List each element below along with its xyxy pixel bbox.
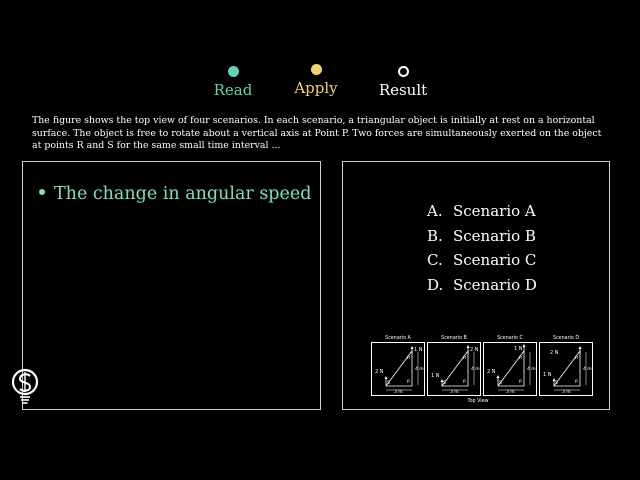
step-read xyxy=(193,66,273,99)
point-s-label: S xyxy=(443,381,446,386)
scenario-diagram xyxy=(540,343,592,395)
base-label: 3 m xyxy=(506,390,515,395)
bullet-dot-icon xyxy=(39,189,45,195)
choice-b[interactable] xyxy=(427,224,537,249)
point-r-label: R xyxy=(575,356,579,361)
step-result-label: Result xyxy=(378,81,428,99)
scenario-figure xyxy=(365,335,591,407)
scenario-d xyxy=(539,335,593,396)
choice-letter: D. xyxy=(427,275,444,294)
choice-text: Scenario A xyxy=(453,202,536,220)
scenario-diagram xyxy=(484,343,536,395)
choice-text: Scenario C xyxy=(453,251,537,269)
scenario-box xyxy=(427,342,481,396)
scenario-a xyxy=(371,335,425,396)
answer-choices xyxy=(427,199,537,297)
choice-letter: C. xyxy=(427,251,443,269)
step-result xyxy=(363,66,443,99)
choice-c[interactable] xyxy=(427,248,537,273)
progress-steps xyxy=(0,66,640,106)
step-read-label: Read xyxy=(213,81,253,99)
height-label: 4 m xyxy=(415,367,424,372)
scenario-box xyxy=(371,342,425,396)
point-r-label: R xyxy=(519,356,523,361)
force-r-label: 2 N xyxy=(550,350,559,356)
choice-text: Scenario B xyxy=(453,226,536,245)
answer-panel xyxy=(342,161,610,410)
choice-a[interactable] xyxy=(427,199,537,224)
height-label: 4 m xyxy=(471,367,480,372)
scenario-title: Scenario B xyxy=(441,336,467,341)
force-s-label: 2 N xyxy=(375,369,384,375)
step-apply xyxy=(276,64,356,97)
scenario-diagram xyxy=(428,343,480,395)
force-s-label: 1 N xyxy=(543,372,552,378)
base-label: 3 m xyxy=(394,390,403,395)
height-label: 4 m xyxy=(583,367,592,372)
choice-text: Scenario D xyxy=(453,275,537,294)
choice-letter: B. xyxy=(427,226,443,245)
force-r-label: 1 N xyxy=(414,347,423,353)
step-result-dot-icon xyxy=(398,66,409,77)
scenario-diagram xyxy=(372,343,424,395)
scenario-title: Scenario D xyxy=(552,336,580,341)
force-s-label: 1 N xyxy=(431,373,440,379)
base-label: 3 m xyxy=(562,390,571,395)
lightbulb-logo-icon xyxy=(11,367,39,405)
point-r-label: R xyxy=(463,356,467,361)
scenario-box xyxy=(483,342,537,396)
point-p-label: P xyxy=(575,380,578,385)
force-s-label: 2 N xyxy=(487,369,496,375)
choice-d[interactable] xyxy=(427,273,537,298)
point-p-label: P xyxy=(519,380,522,385)
height-label: 4 m xyxy=(527,367,536,372)
scenario-title: Scenario C xyxy=(497,336,523,341)
scenario-c xyxy=(483,335,537,396)
point-p-label: P xyxy=(407,380,410,385)
scenario-title: Scenario A xyxy=(385,336,411,341)
step-apply-label: Apply xyxy=(294,79,338,97)
base-label: 3 m xyxy=(450,390,459,395)
step-read-dot-icon xyxy=(228,66,239,77)
question-text: The figure shows the top view of four scenarios. In each scenario, a triangular object is initially at rest on a horizontal surface. The object is free to rotate about a vertical axis at Point P. Two forces are simultaneously exerted on the object at points R and S for the same small time interval ... xyxy=(32,115,602,151)
scenario-b xyxy=(427,335,481,396)
force-r-label: 1 N xyxy=(514,346,523,352)
point-p-label: P xyxy=(463,380,466,385)
choice-letter: A. xyxy=(427,202,443,220)
notes-panel xyxy=(22,161,321,410)
scenario-box xyxy=(539,342,593,396)
figure-caption: Top View xyxy=(467,399,489,404)
point-r-label: R xyxy=(407,356,411,361)
point-s-label: S xyxy=(387,381,390,386)
bullet-text: The change in angular speed xyxy=(54,184,312,204)
point-s-label: S xyxy=(499,381,502,386)
step-apply-dot-icon xyxy=(311,64,322,75)
bullet-point xyxy=(39,184,311,204)
point-s-label: S xyxy=(555,381,558,386)
force-r-label: 2 N xyxy=(470,347,479,353)
